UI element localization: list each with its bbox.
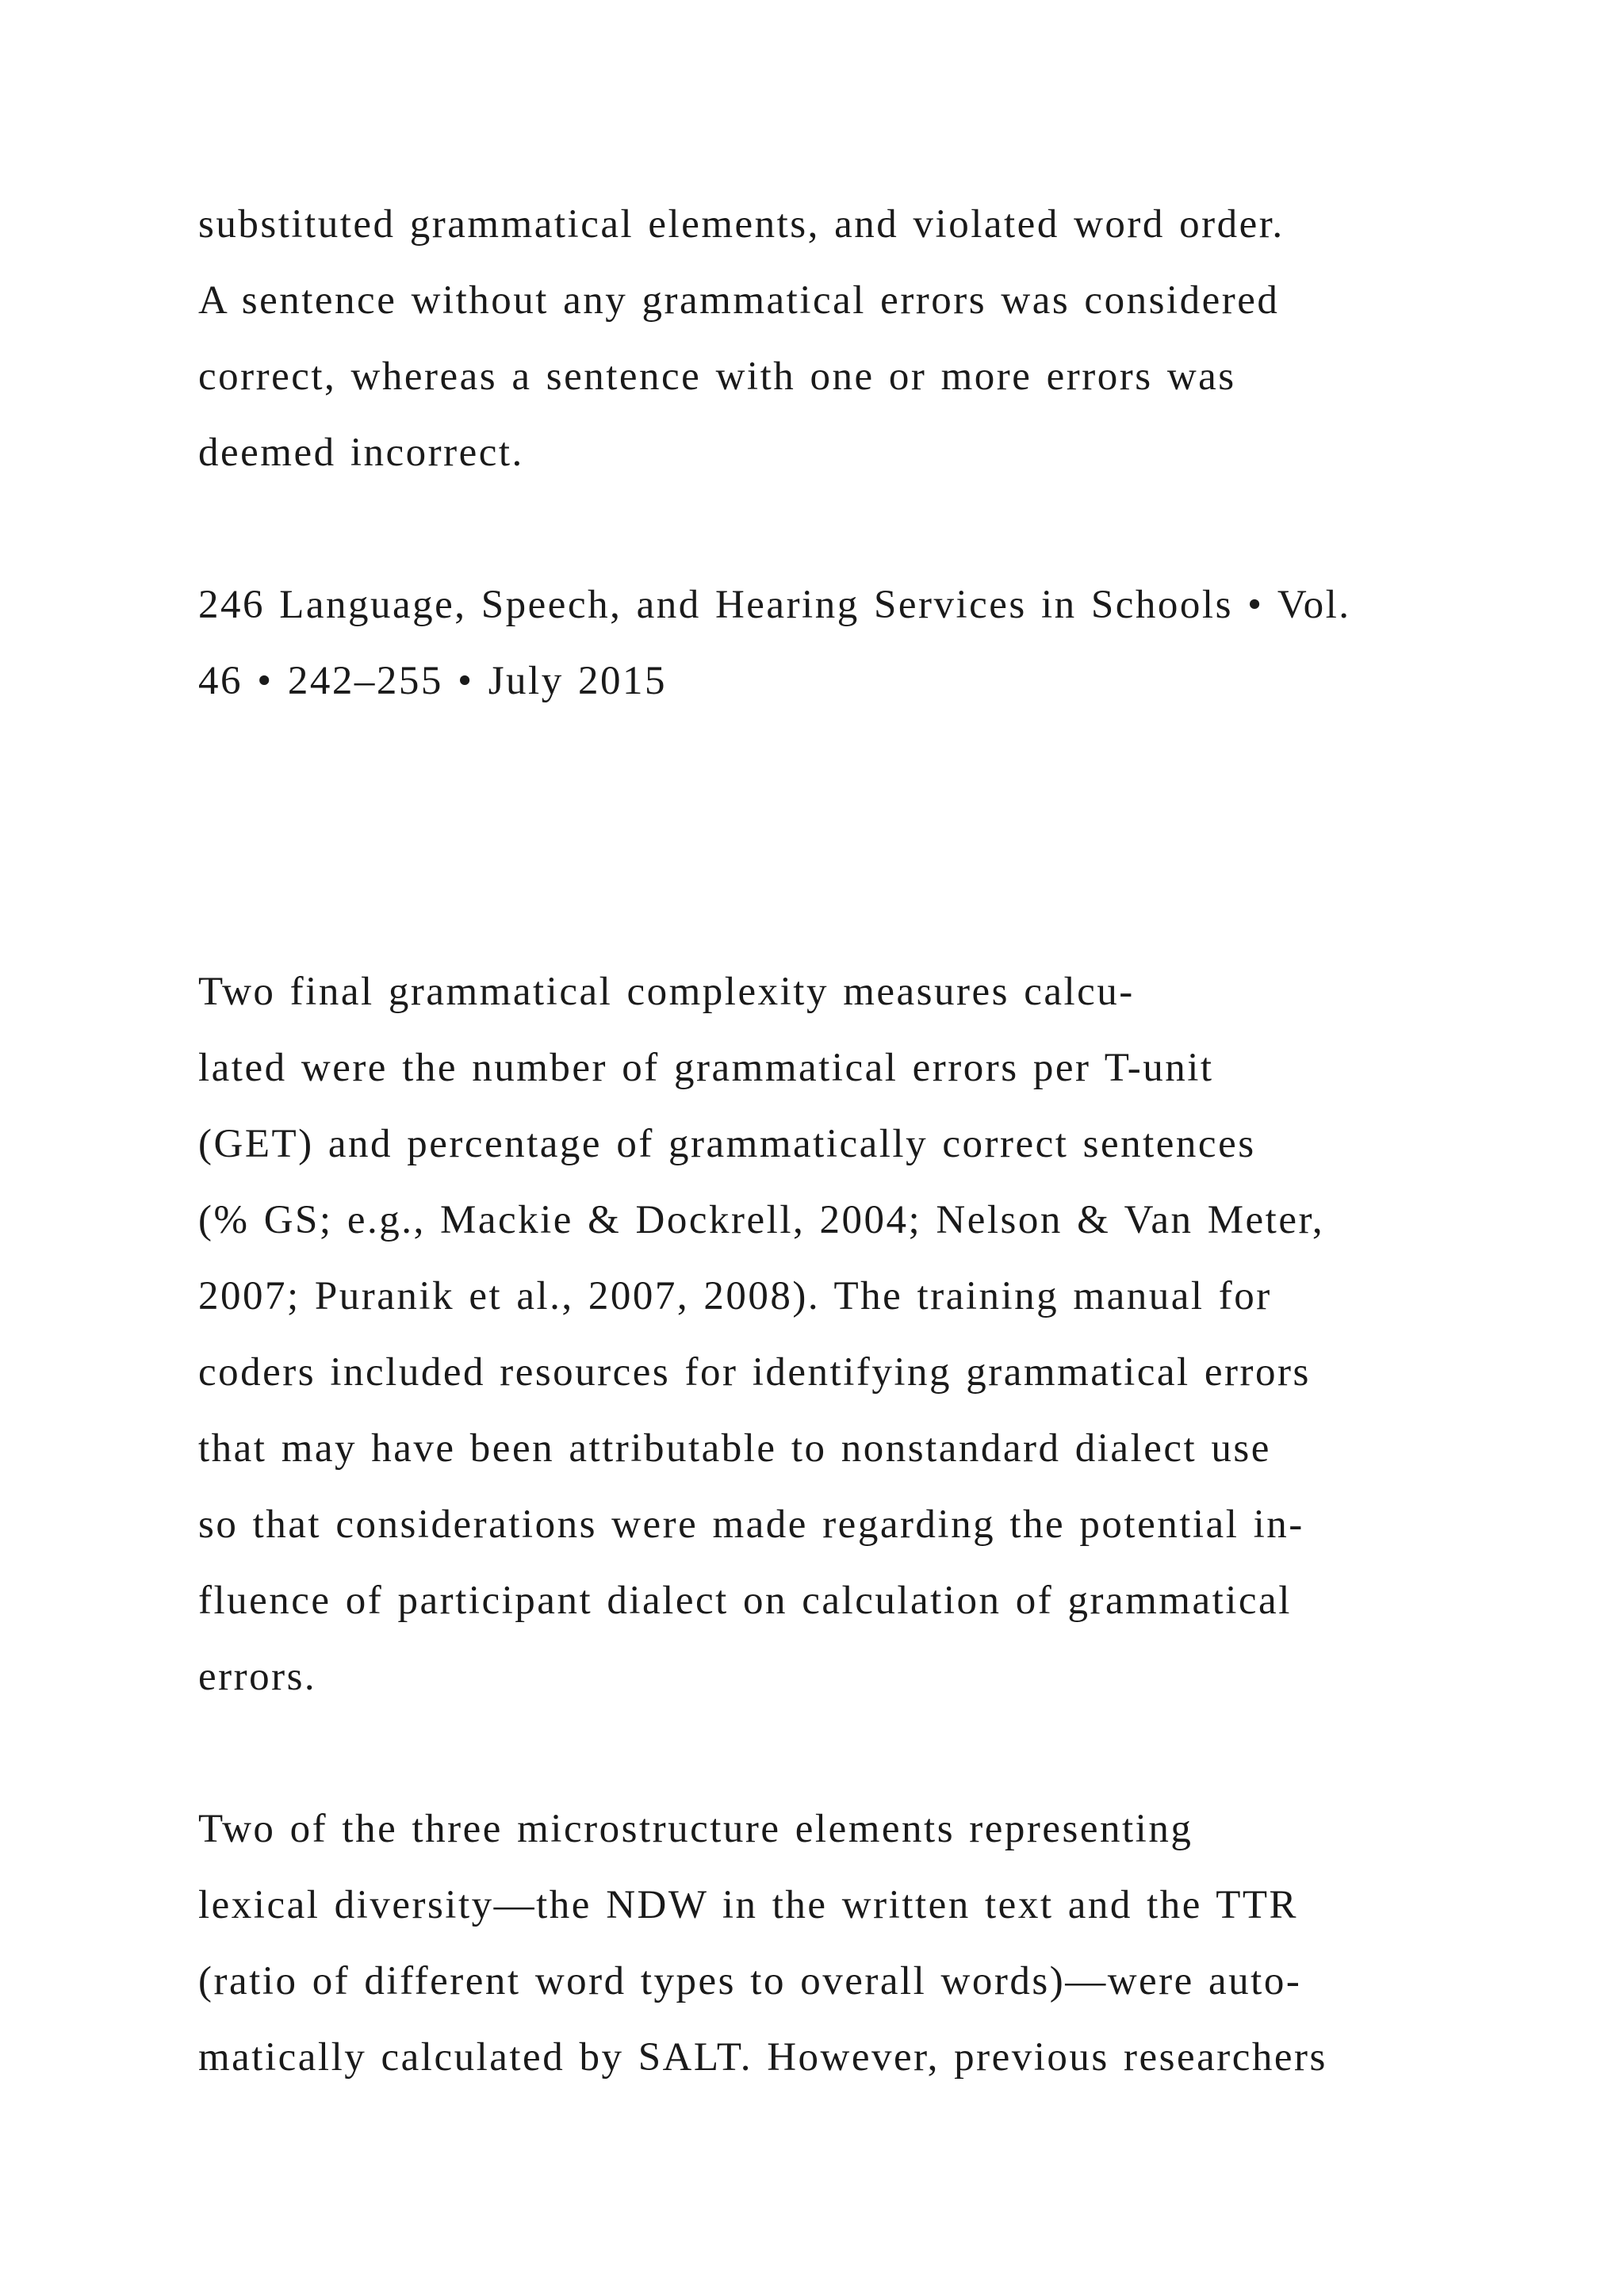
body-text-line: (% GS; e.g., Mackie & Dockrell, 2004; Nelson & Van Meter, [198,1198,1325,1242]
body-text-line: Two final grammatical complexity measures calcu- [198,970,1135,1014]
body-text-line: deemed incorrect. [198,430,524,475]
body-text-line: substituted grammatical elements, and violated word order. [198,202,1285,247]
body-text-line: lexical diversity—the NDW in the written text and the TTR [198,1883,1299,1927]
journal-citation-line: 246 Language, Speech, and Hearing Services in Schools • Vol. [198,583,1351,627]
body-text-line: fluence of participant dialect on calculation of grammatical [198,1578,1292,1623]
body-text-line: Two of the three microstructure elements representing [198,1807,1193,1851]
body-text-line: correct, whereas a sentence with one or more errors was [198,354,1236,399]
body-text-line: errors. [198,1655,317,1699]
body-text-line: A sentence without any grammatical errors was considered [198,278,1280,323]
journal-citation-line: 46 • 242–255 • July 2015 [198,659,667,703]
body-text-line: matically calculated by SALT. However, previous researchers [198,2035,1327,2080]
body-text-line: that may have been attributable to nonstandard dialect use [198,1426,1271,1471]
body-text-line: (ratio of different word types to overall words)—were auto- [198,1959,1302,2003]
body-text-line: lated were the number of grammatical errors per T-unit [198,1046,1214,1090]
body-text-line: so that considerations were made regarding the potential in- [198,1502,1304,1547]
body-text-line: 2007; Puranik et al., 2007, 2008). The training manual for [198,1274,1272,1318]
body-text-line: coders included resources for identifying grammatical errors [198,1350,1311,1395]
body-text-line: (GET) and percentage of grammatically correct sentences [198,1122,1256,1166]
